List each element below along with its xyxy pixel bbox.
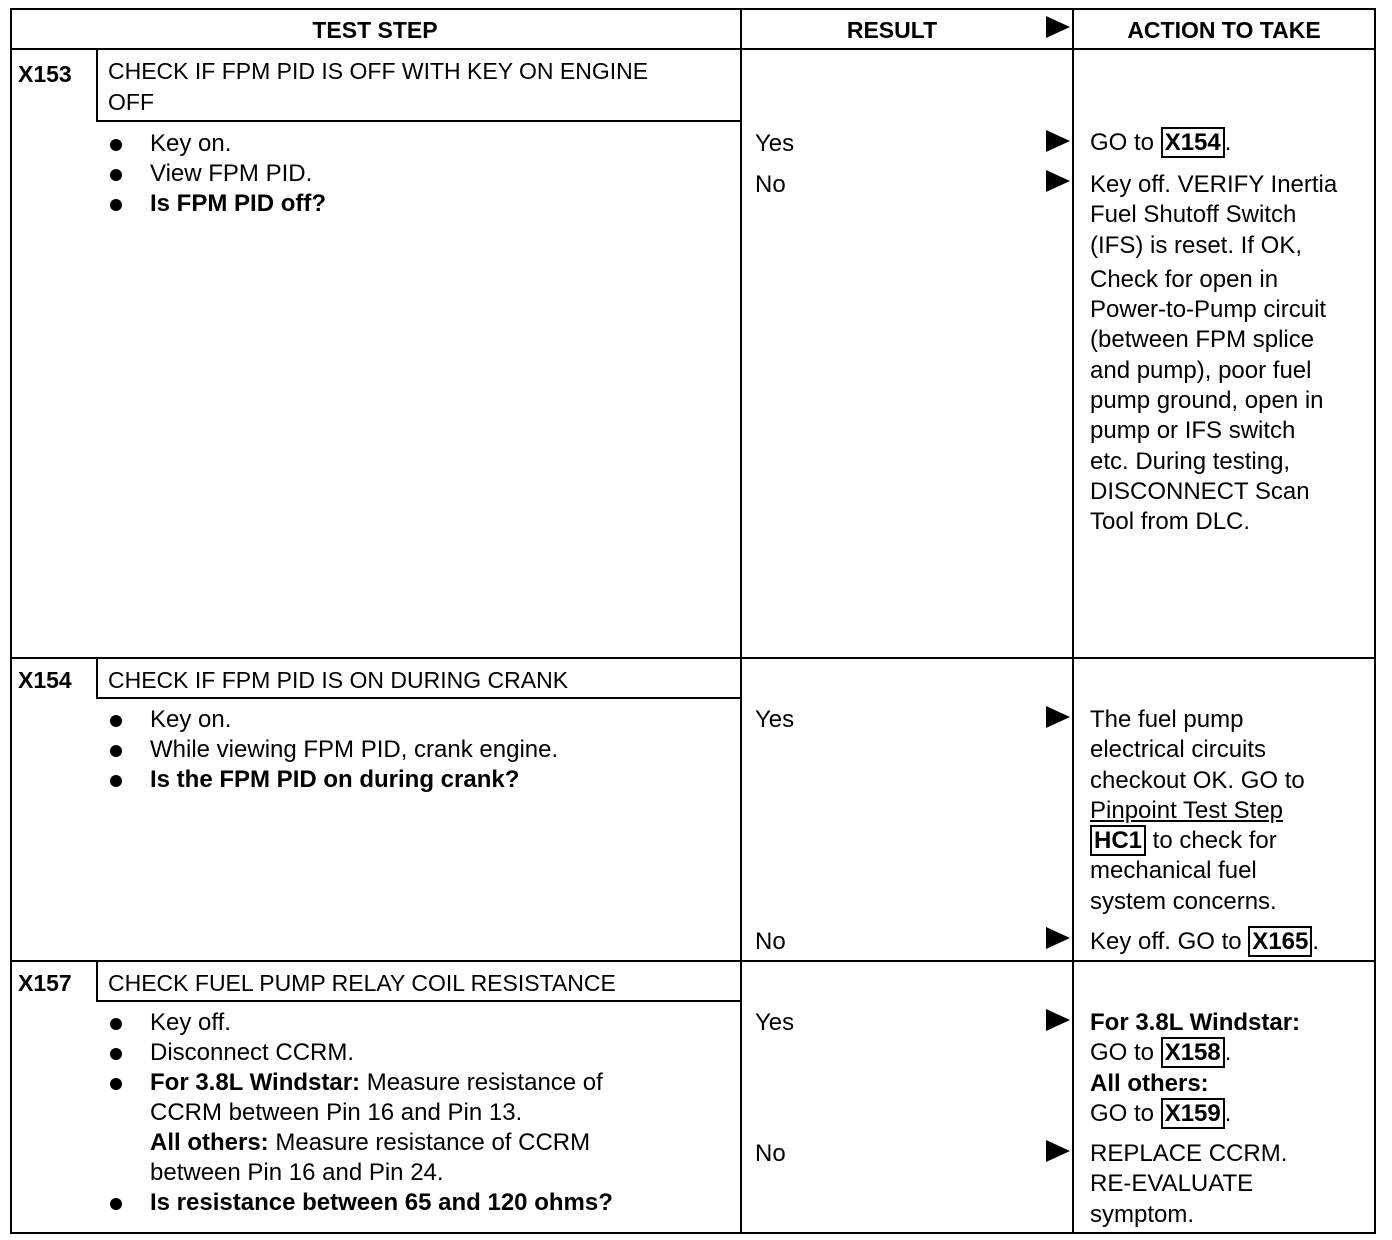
step-title-underline	[96, 120, 740, 122]
step-bullet: Disconnect CCRM.	[150, 1039, 355, 1066]
step-bullet: While viewing FPM PID, crank engine.	[150, 736, 559, 763]
test-step-table	[10, 8, 1376, 1236]
result-no: No	[755, 928, 786, 955]
bullet-icon	[110, 1018, 122, 1030]
step-id-divider	[96, 962, 98, 1002]
step-title-x153-line1: CHECK IF FPM PID IS OFF WITH KEY ON ENGINE	[108, 58, 649, 84]
step-title-underline	[96, 1000, 740, 1002]
step-bullet: Key on.	[150, 706, 232, 733]
step-title-underline	[96, 697, 740, 699]
step-id-x157: X157	[18, 970, 72, 996]
step-bullet-continuation: CCRM between Pin 16 and Pin 13.	[150, 1099, 523, 1126]
bullet-icon	[110, 775, 122, 787]
step-bullet: Key on.	[150, 130, 232, 157]
step-reference-link[interactable]: HC1	[1090, 825, 1146, 856]
header-underline	[10, 48, 1376, 50]
bullet-icon	[110, 199, 122, 211]
step-bullet: View FPM PID.	[150, 160, 313, 187]
header-arrow-icon	[1046, 16, 1070, 38]
row-divider	[10, 657, 1376, 659]
result-yes: Yes	[755, 1009, 795, 1036]
action-go-to: GO to X154 .	[1090, 129, 1232, 156]
action-text: For 3.8L Windstar: GO to X158 . All others: GO to X159 .	[1090, 1009, 1301, 1127]
step-reference-link[interactable]: X158	[1161, 1037, 1225, 1068]
result-arrow-icon	[1046, 927, 1070, 949]
step-bullet-continuation: All others: Measure resistance of CCRM	[150, 1129, 591, 1156]
result-arrow-icon	[1046, 706, 1070, 728]
step-bullet-continuation: between Pin 16 and Pin 24.	[150, 1159, 444, 1186]
result-yes: Yes	[755, 130, 795, 157]
step-title-x157: CHECK FUEL PUMP RELAY COIL RESISTANCE	[108, 970, 616, 996]
bullet-icon	[110, 1078, 122, 1090]
bullet-icon	[110, 169, 122, 181]
step-reference-link[interactable]: X165	[1248, 926, 1312, 957]
result-no: No	[755, 1140, 786, 1167]
column-divider-result	[740, 8, 742, 1234]
bullet-icon	[110, 1048, 122, 1060]
action-text: Key off. VERIFY Inertia Fuel Shutoff Switch (IFS) is reset. If OK, Check for open in Power-to-Pump circuit (between FPM splice and pump), poor fuel pump ground, open in pump or IFS switch etc. During testing, DISCONNECT Scan Tool from DLC.	[1090, 171, 1338, 536]
result-no: No	[755, 171, 786, 198]
column-divider-action	[1072, 8, 1074, 1234]
header-result: RESULT	[846, 17, 938, 43]
result-arrow-icon	[1046, 1009, 1070, 1031]
result-arrow-icon	[1046, 130, 1070, 152]
step-bullet: For 3.8L Windstar: Measure resistance of	[150, 1069, 603, 1096]
action-go-to: Key off. GO to X165 .	[1090, 928, 1320, 955]
step-id-divider	[96, 50, 98, 122]
step-title-x153-line2: OFF	[108, 89, 154, 115]
result-yes: Yes	[755, 706, 795, 733]
bullet-icon	[110, 745, 122, 757]
action-text: The fuel pump electrical circuits checkout OK. GO to Pinpoint Test Step HC1 to check for mechanical fuel system concerns.	[1090, 706, 1305, 915]
bullet-icon	[110, 715, 122, 727]
step-reference-link[interactable]: X159	[1161, 1098, 1225, 1129]
step-bullet: Key off.	[150, 1009, 231, 1036]
step-id-x154: X154	[18, 667, 72, 693]
step-id-x153: X153	[18, 61, 72, 87]
table-border-left	[10, 8, 12, 1234]
table-border-top	[10, 8, 1376, 10]
header-action: ACTION TO TAKE	[1127, 17, 1321, 43]
step-title-x154: CHECK IF FPM PID IS ON DURING CRANK	[108, 667, 569, 693]
header-test-step: TEST STEP	[312, 17, 438, 43]
action-text: REPLACE CCRM. RE-EVALUATE symptom.	[1090, 1140, 1288, 1228]
step-question: Is FPM PID off?	[150, 190, 326, 217]
step-question: Is the FPM PID on during crank?	[150, 766, 520, 793]
table-border-right	[1374, 8, 1376, 1234]
step-question: Is resistance between 65 and 120 ohms?	[150, 1189, 613, 1216]
step-id-divider	[96, 659, 98, 699]
result-arrow-icon	[1046, 1140, 1070, 1162]
table-border-bottom	[10, 1232, 1376, 1234]
bullet-icon	[110, 1198, 122, 1210]
step-reference-link[interactable]: X154	[1161, 127, 1225, 158]
bullet-icon	[110, 139, 122, 151]
row-divider	[10, 960, 1376, 962]
result-arrow-icon	[1046, 170, 1070, 192]
